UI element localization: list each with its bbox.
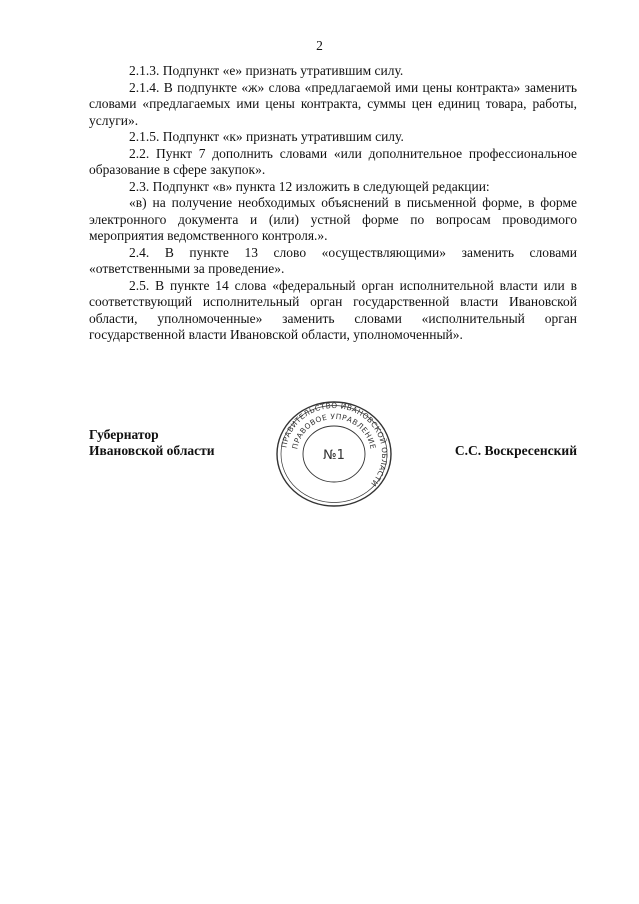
paragraph-2-4: 2.4. В пункте 13 слово «осуществляющими» заменить словами «ответственными за проведение».	[89, 244, 577, 276]
paragraph-2-3: 2.3. Подпункт «в» пункта 12 изложить в следующей редакции:	[129, 178, 490, 194]
paragraph-2-2: 2.2. Пункт 7 дополнить словами «или дополнительное профессиональное образование в сфере закупок».	[89, 145, 577, 177]
seal-number: №1	[323, 448, 345, 463]
document-body	[89, 63, 577, 344]
paragraph-2-1-3: 2.1.3. Подпункт «е» признать утратившим силу.	[129, 63, 404, 78]
page-number: 2	[316, 38, 323, 53]
signature-name: С.С. Воскресенский	[454, 443, 577, 458]
official-seal	[275, 400, 393, 508]
paragraph-2-5: 2.5. В пункте 14 слова «федеральный орган исполнительной власти или в соответствующий исполнительный орган государственной власти Ивановской области, уполномоченные» заменить словами «исполнительный орган государственной власти Ивановской области, уполномоченный».	[89, 277, 577, 342]
signature-title	[89, 427, 215, 459]
paragraph-2-1-4: 2.1.4. В подпункте «ж» слова «предлагаемой ими цены контракта» заменить словами «предлагаемых ими цены контракта, суммы цен единиц товара, работы, услуги».	[89, 79, 577, 128]
seal-outer-text: ПРАВИТЕЛЬСТВО ИВАНОВСКОЙ ОБЛАСТИ	[279, 400, 390, 489]
seal-inner-text: ПРАВОВОЕ УПРАВЛЕНИЕ	[290, 411, 378, 451]
signature-title-line1: Губернатор	[89, 427, 159, 442]
paragraph-2-3-text: «в) на получение необходимых объяснений в письменной форме, в форме электронного документа и (или) устной форме по вопросам проводимого мероприятия ведомственного контроля.».	[89, 195, 577, 243]
signature-title-line2: Ивановской области	[89, 443, 215, 458]
paragraph-2-1-5: 2.1.5. Подпункт «к» признать утратившим силу.	[129, 129, 404, 144]
